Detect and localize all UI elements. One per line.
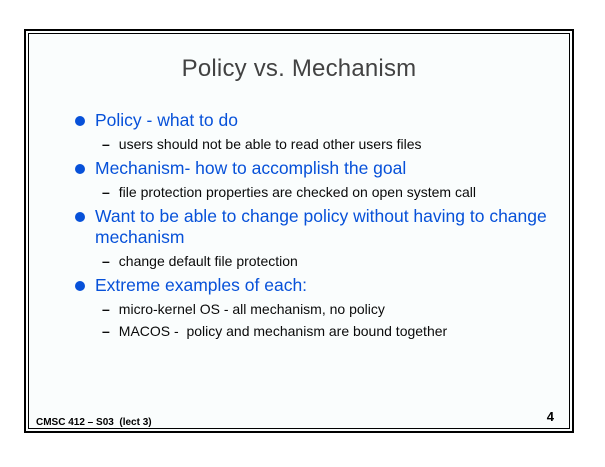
dash-bullet-icon: – [102,301,110,317]
bullet-list [75,110,554,345]
footer-course-label: CMSC 412 – S03 (lect 3) [36,417,152,428]
sub-bullet-item [102,323,554,340]
slide-frame [24,29,574,433]
page-number: 4 [546,409,554,424]
sub-bullet-item [102,184,554,201]
sub-bullet-text: MACOS - policy and mechanism are bound together [118,323,448,339]
bullet-dot-icon [75,281,85,291]
bullet-item [75,275,554,296]
bullet-item [75,158,554,179]
bullet-text: Mechanism- how to accomplish the goal [95,158,407,178]
sub-bullet-text: users should not be able to read other users files [118,136,422,152]
bullet-item [75,206,554,248]
bullet-dot-icon [75,164,85,174]
sub-bullet-text: change default file protection [118,253,298,269]
sub-bullet-item [102,253,554,270]
sub-bullet-item [102,136,554,153]
bullet-text: Want to be able to change policy without having to change mechanism [95,206,552,247]
bullet-dot-icon [75,212,85,222]
dash-bullet-icon: – [102,323,110,339]
sub-bullet-item [102,301,554,318]
dash-bullet-icon: – [102,136,110,152]
bullet-text: Extreme examples of each: [95,275,308,295]
dash-bullet-icon: – [102,253,110,269]
dash-bullet-icon: – [102,184,110,200]
slide-title: Policy vs. Mechanism [181,55,417,82]
sub-bullet-text: micro-kernel OS - all mechanism, no policy [118,301,385,317]
bullet-item [75,110,554,131]
bullet-text: Policy - what to do [95,110,238,130]
sub-bullet-text: file protection properties are checked on open system call [118,184,476,200]
bullet-dot-icon [75,116,85,126]
